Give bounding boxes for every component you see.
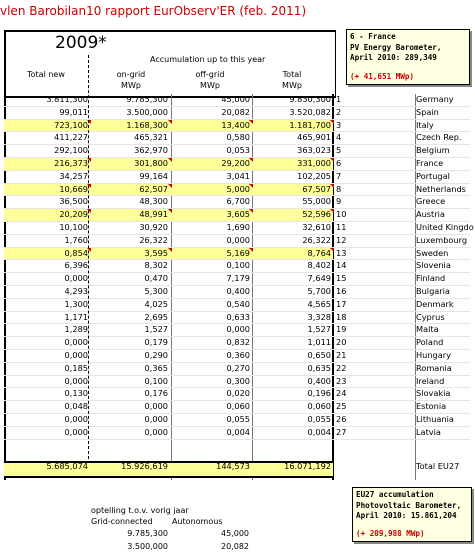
col-total-unit: MWp (282, 81, 302, 90)
cell-country[interactable]: Finland (416, 273, 446, 284)
col-offgrid-unit: MWp (200, 81, 220, 90)
cell-total-new[interactable]: 1,300 (64, 298, 88, 309)
cell-total[interactable]: 55,000 (302, 196, 331, 207)
cell-offgrid[interactable]: 0,055 (226, 413, 250, 424)
comment-france-line2: PV Energy Barometer, (350, 42, 442, 52)
comment-indicator-icon[interactable] (330, 120, 334, 124)
cell-offgrid[interactable]: 0,832 (226, 337, 250, 348)
cell-country[interactable]: Belgium (416, 145, 450, 156)
cell-country[interactable]: Italy (416, 119, 434, 130)
cell-rank[interactable]: 11 (336, 221, 347, 232)
cell-rank[interactable]: 26 (336, 413, 347, 424)
cell-offgrid[interactable]: 0,633 (226, 311, 250, 322)
cell-ongrid[interactable]: 0,100 (144, 375, 168, 386)
cell-total[interactable]: 9.830,300 (289, 94, 331, 104)
cell-ongrid[interactable]: 48,300 (139, 196, 168, 207)
cell-total-new[interactable]: 34,257 (59, 170, 88, 181)
cell-ongrid[interactable]: 48,991 (139, 209, 168, 220)
sheet-title: vlen Barobilan10 rapport EurObserv'ER (feb. 2011) (0, 4, 307, 18)
comment-france-line3: April 2010: 289,349 (350, 53, 437, 62)
cell-total-new[interactable]: 216,373 (54, 157, 88, 168)
table-row[interactable] (4, 184, 470, 197)
cell-total[interactable]: 0,196 (307, 388, 331, 399)
cell-ongrid[interactable]: 0,365 (144, 362, 168, 373)
table-row[interactable] (4, 196, 470, 209)
cell-total[interactable]: 3,328 (307, 311, 331, 322)
total-ongrid[interactable]: 15.926,619 (121, 461, 168, 471)
cell-rank[interactable]: 20 (336, 337, 347, 348)
table-row[interactable] (4, 376, 470, 389)
cell-offgrid[interactable]: 6,700 (226, 196, 250, 207)
cell-offgrid[interactable]: 0,540 (226, 298, 250, 309)
cell-total-new[interactable]: 99,011 (59, 106, 88, 117)
cell-total-new[interactable]: 0,130 (64, 388, 88, 399)
cell-country[interactable]: Denmark (416, 298, 454, 309)
col-total-label: Total (282, 70, 302, 79)
cell-total-new[interactable]: 36,500 (59, 196, 88, 207)
cell-total[interactable]: 1.181,700 (289, 119, 331, 130)
footer-note[interactable]: optelling t.o.v. vorig jaar (91, 506, 189, 515)
cell-total-new[interactable]: 3.811,300 (46, 94, 88, 104)
cell-rank[interactable]: 23 (336, 375, 347, 386)
cell-total[interactable]: 1,527 (307, 324, 331, 335)
cell-total[interactable]: 331,000 (297, 157, 331, 168)
total-offgrid[interactable]: 144,573 (216, 461, 250, 471)
cell-offgrid[interactable]: 5,169 (226, 247, 250, 258)
cell-total-new[interactable]: 0,000 (64, 375, 88, 386)
cell-offgrid[interactable]: 0,000 (226, 324, 250, 335)
cell-ongrid[interactable]: 99,164 (139, 170, 168, 181)
cell-country[interactable]: Romania (416, 362, 452, 373)
cell-ongrid[interactable]: 0,000 (144, 413, 168, 424)
table-row[interactable] (4, 209, 470, 222)
cell-rank[interactable]: 3 (336, 119, 342, 130)
comment-eu27[interactable] (352, 487, 472, 542)
comment-spacer (350, 64, 466, 72)
cell-country[interactable]: Germany (416, 94, 454, 104)
cell-ongrid[interactable]: 1.168,300 (126, 119, 168, 130)
cell-total[interactable]: 7,649 (307, 273, 331, 284)
col-offgrid-label: off-grid (195, 70, 225, 79)
comment-indicator-icon[interactable] (168, 158, 172, 162)
accumulation-heading[interactable]: Accumulation up to this year (150, 55, 266, 64)
cell-rank[interactable]: 17 (336, 298, 347, 309)
cell-ongrid[interactable]: 8,302 (144, 260, 168, 271)
cell-rank[interactable]: 9 (336, 196, 342, 207)
cell-total-new[interactable]: 1,760 (64, 234, 88, 245)
cell-offgrid[interactable]: 13,400 (221, 119, 250, 130)
cell-country[interactable]: Sweden (416, 247, 449, 258)
cell-offgrid[interactable]: 0,580 (226, 132, 250, 143)
comment-indicator-icon[interactable] (249, 209, 253, 213)
col-total[interactable] (253, 69, 331, 91)
footer-r1-auto[interactable]: 45,000 (221, 529, 249, 538)
cell-offgrid[interactable]: 0,020 (226, 388, 250, 399)
data-grid (4, 94, 474, 440)
cell-ongrid[interactable]: 0,290 (144, 349, 168, 360)
cell-total[interactable]: 0,060 (307, 401, 331, 412)
cell-offgrid[interactable]: 7,179 (226, 273, 250, 284)
cell-total-new[interactable]: 1,171 (64, 311, 88, 322)
cell-total[interactable]: 3.520,082 (289, 106, 331, 117)
table-row[interactable] (4, 312, 470, 325)
cell-offgrid[interactable]: 45,000 (221, 94, 250, 104)
cell-country[interactable]: Slovenia (416, 260, 451, 271)
cell-total[interactable]: 32,610 (302, 221, 331, 232)
cell-ongrid[interactable]: 9.785,300 (126, 94, 168, 104)
comment-indicator-icon[interactable] (249, 184, 253, 188)
comment-indicator-icon[interactable] (249, 158, 253, 162)
cell-rank[interactable]: 8 (336, 183, 342, 194)
comment-eu27-line4: (+ 209,988 MWp) (356, 528, 425, 538)
cell-rank[interactable]: 14 (336, 260, 347, 271)
comment-france[interactable] (346, 29, 470, 85)
cell-rank[interactable]: 4 (336, 132, 342, 143)
cell-country[interactable]: United Kingdo (416, 221, 474, 232)
table-row[interactable] (4, 427, 470, 440)
cell-offgrid[interactable]: 5,000 (226, 183, 250, 194)
comment-indicator-icon[interactable] (249, 248, 253, 252)
table-row[interactable] (4, 350, 470, 363)
cell-ongrid[interactable]: 301,800 (134, 157, 168, 168)
comment-france-line1: 6 - France (350, 32, 396, 41)
table-row[interactable] (4, 248, 470, 261)
cell-offgrid[interactable]: 0,060 (226, 401, 250, 412)
cell-total-new[interactable]: 20,209 (59, 209, 88, 220)
table-row[interactable] (4, 388, 470, 401)
table-row[interactable] (4, 401, 470, 414)
cell-country[interactable]: France (416, 157, 444, 168)
cell-ongrid[interactable]: 465,321 (134, 132, 168, 143)
cell-offgrid[interactable]: 29,200 (221, 157, 250, 168)
cell-country[interactable]: Austria (416, 209, 445, 220)
cell-country[interactable]: Greece (416, 196, 446, 207)
cell-country[interactable]: Lithuania (416, 413, 454, 424)
cell-rank[interactable]: 21 (336, 349, 347, 360)
col-ongrid-label: on-grid (116, 70, 146, 79)
cell-rank[interactable]: 16 (336, 285, 347, 296)
cell-total[interactable]: 8,402 (307, 260, 331, 271)
col-ongrid-unit: MWp (121, 81, 141, 90)
cell-offgrid[interactable]: 3,041 (226, 170, 250, 181)
cell-country[interactable]: Poland (416, 337, 444, 348)
comment-indicator-icon[interactable] (330, 184, 334, 188)
cell-total[interactable]: 0,004 (307, 426, 331, 437)
total-total[interactable]: 16.071,192 (284, 461, 331, 471)
cell-country[interactable]: Portugal (416, 170, 450, 181)
comment-eu27-line3: April 2010: 15.861,204 (356, 511, 457, 520)
cell-rank[interactable]: 22 (336, 362, 347, 373)
cell-ongrid[interactable]: 0,176 (144, 388, 168, 399)
cell-ongrid[interactable]: 62,507 (139, 183, 168, 194)
cell-total-new[interactable]: 1,289 (64, 324, 88, 335)
table-row[interactable] (4, 120, 470, 133)
cell-total[interactable]: 5,700 (307, 285, 331, 296)
table-row[interactable] (4, 260, 470, 273)
total-new[interactable]: 5.685,074 (46, 461, 88, 471)
cell-total-new[interactable]: 0,854 (64, 247, 88, 258)
cell-offgrid[interactable]: 0,053 (226, 145, 250, 156)
comment-indicator-icon[interactable] (249, 120, 253, 124)
table-row[interactable] (4, 414, 470, 427)
table-row[interactable] (4, 363, 470, 376)
cell-rank[interactable]: 27 (336, 426, 347, 437)
cell-rank[interactable]: 5 (336, 145, 342, 156)
comment-eu27-line2: Photovoltaic Barometer, (356, 500, 462, 510)
cell-country[interactable]: Hungary (416, 349, 451, 360)
cell-ongrid[interactable]: 0,470 (144, 273, 168, 284)
comment-indicator-icon[interactable] (168, 209, 172, 213)
table-row[interactable] (4, 235, 470, 248)
cell-country[interactable]: Ireland (416, 375, 445, 386)
footer-r2-grid[interactable]: 3.500,000 (127, 542, 168, 551)
cell-ongrid[interactable]: 2,695 (144, 311, 168, 322)
cell-offgrid[interactable]: 3,605 (226, 209, 250, 220)
cell-country[interactable]: Bulgaria (416, 285, 450, 296)
cell-total-new[interactable]: 4,293 (64, 285, 88, 296)
cell-offgrid[interactable]: 0,270 (226, 362, 250, 373)
cell-country[interactable]: Luxembourg (416, 234, 468, 245)
cell-ongrid[interactable]: 26,322 (139, 234, 168, 245)
cell-offgrid[interactable]: 0,300 (226, 375, 250, 386)
cell-total-new[interactable]: 723,100 (54, 119, 88, 130)
cell-total[interactable]: 465,901 (297, 132, 331, 143)
col-ongrid[interactable] (92, 69, 170, 91)
cell-offgrid[interactable]: 20,082 (221, 106, 250, 117)
cell-country[interactable]: Latvia (416, 426, 441, 437)
cell-ongrid[interactable]: 0,179 (144, 337, 168, 348)
table-row[interactable] (4, 132, 470, 145)
cell-total-new[interactable]: 0,185 (64, 362, 88, 373)
cell-country[interactable]: Estonia (416, 401, 447, 412)
table-row[interactable] (4, 273, 470, 286)
cell-country[interactable]: Cyprus (416, 311, 445, 322)
cell-ongrid[interactable]: 5,300 (144, 285, 168, 296)
cell-rank[interactable]: 6 (336, 157, 342, 168)
table-row[interactable] (4, 94, 470, 107)
comment-indicator-icon[interactable] (330, 248, 334, 252)
comment-indicator-icon[interactable] (330, 158, 334, 162)
table-row[interactable] (4, 221, 474, 235)
cell-ongrid[interactable]: 362,970 (134, 145, 168, 156)
cell-ongrid[interactable]: 0,000 (144, 401, 168, 412)
footer-r2-auto[interactable]: 20,082 (221, 542, 249, 551)
cell-total-new[interactable]: 411,227 (54, 132, 88, 143)
cell-total[interactable]: 0,650 (307, 349, 331, 360)
col-offgrid[interactable] (171, 69, 249, 91)
cell-total-new[interactable]: 0,000 (64, 413, 88, 424)
table-row[interactable] (4, 158, 470, 171)
cell-ongrid[interactable]: 1,527 (144, 324, 168, 335)
cell-total-new[interactable]: 0,000 (64, 349, 88, 360)
footer-grid-header[interactable]: Grid-connected (91, 517, 153, 526)
cell-country[interactable]: Netherlands (416, 183, 466, 194)
cell-offgrid[interactable]: 0,400 (226, 285, 250, 296)
cell-ongrid[interactable]: 3.500,000 (126, 106, 168, 117)
cell-country[interactable]: Malta (416, 324, 439, 335)
cell-total[interactable]: 52,596 (302, 209, 331, 220)
cell-offgrid[interactable]: 0,100 (226, 260, 250, 271)
cell-total[interactable]: 4,565 (307, 298, 331, 309)
cell-total[interactable]: 67,507 (302, 183, 331, 194)
cell-offgrid[interactable]: 0,360 (226, 349, 250, 360)
comment-indicator-icon[interactable] (330, 209, 334, 213)
cell-country[interactable]: Spain (416, 106, 439, 117)
cell-country[interactable]: Czech Rep. (416, 132, 462, 143)
cell-offgrid[interactable]: 0,000 (226, 234, 250, 245)
comment-france-line4: (+ 41,651 MWp) (350, 71, 415, 81)
table-row[interactable] (4, 324, 470, 337)
cell-total-new[interactable]: 0,000 (64, 337, 88, 348)
cell-rank[interactable]: 10 (336, 209, 347, 220)
cell-total[interactable]: 1,011 (307, 337, 331, 348)
cell-total[interactable]: 0,635 (307, 362, 331, 373)
cell-rank[interactable]: 15 (336, 273, 347, 284)
dashed-separator (88, 55, 89, 469)
cell-rank[interactable]: 1 (336, 94, 342, 104)
col-total-new[interactable]: Total new (27, 70, 65, 79)
cell-total-new[interactable]: 0,048 (64, 401, 88, 412)
cell-rank[interactable]: 13 (336, 247, 347, 258)
cell-ongrid[interactable]: 3,595 (144, 247, 168, 258)
cell-total-new[interactable]: 0,000 (64, 273, 88, 284)
cell-rank[interactable]: 19 (336, 324, 347, 335)
comment-indicator-icon[interactable] (168, 248, 172, 252)
cell-total[interactable]: 102,205 (297, 170, 331, 181)
cell-ongrid[interactable]: 0,000 (144, 426, 168, 437)
year-heading[interactable]: 2009* (55, 33, 107, 53)
table-row[interactable] (4, 337, 470, 350)
cell-country[interactable]: Slovakia (416, 388, 451, 399)
cell-total[interactable]: 26,322 (302, 234, 331, 245)
cell-offgrid[interactable]: 0,004 (226, 426, 250, 437)
table-row[interactable] (4, 145, 470, 158)
cell-ongrid[interactable]: 30,920 (139, 221, 168, 232)
cell-rank[interactable]: 7 (336, 170, 342, 181)
comment-eu27-line1: EU27 accumulation (356, 490, 434, 499)
cell-offgrid[interactable]: 1,690 (226, 221, 250, 232)
cell-total-new[interactable]: 292,100 (54, 145, 88, 156)
total-row[interactable] (4, 461, 470, 474)
cell-total-new[interactable]: 10,669 (59, 183, 88, 194)
table-row[interactable] (4, 286, 470, 299)
table-row[interactable] (4, 299, 470, 312)
cell-total[interactable]: 363,023 (297, 145, 331, 156)
comment-indicator-icon[interactable] (168, 120, 172, 124)
cell-rank[interactable]: 12 (336, 234, 347, 245)
cell-total[interactable]: 8,764 (307, 247, 331, 258)
comment-indicator-icon[interactable] (168, 184, 172, 188)
table-row[interactable] (4, 171, 470, 184)
cell-total-new[interactable]: 6,396 (64, 260, 88, 271)
cell-total-new[interactable]: 10,100 (59, 221, 88, 232)
cell-rank[interactable]: 25 (336, 401, 347, 412)
cell-ongrid[interactable]: 4,025 (144, 298, 168, 309)
total-label[interactable]: Total EU27 (416, 461, 460, 471)
cell-total[interactable]: 0,055 (307, 413, 331, 424)
cell-total[interactable]: 0,400 (307, 375, 331, 386)
comment-spacer (356, 522, 468, 529)
cell-rank[interactable]: 18 (336, 311, 347, 322)
cell-rank[interactable]: 2 (336, 106, 342, 117)
footer-auto-header[interactable]: Autonomous (172, 517, 223, 526)
footer-r1-grid[interactable]: 9.785,300 (127, 529, 168, 538)
cell-total-new[interactable]: 0,000 (64, 426, 88, 437)
cell-rank[interactable]: 24 (336, 388, 347, 399)
table-row[interactable] (4, 107, 470, 120)
